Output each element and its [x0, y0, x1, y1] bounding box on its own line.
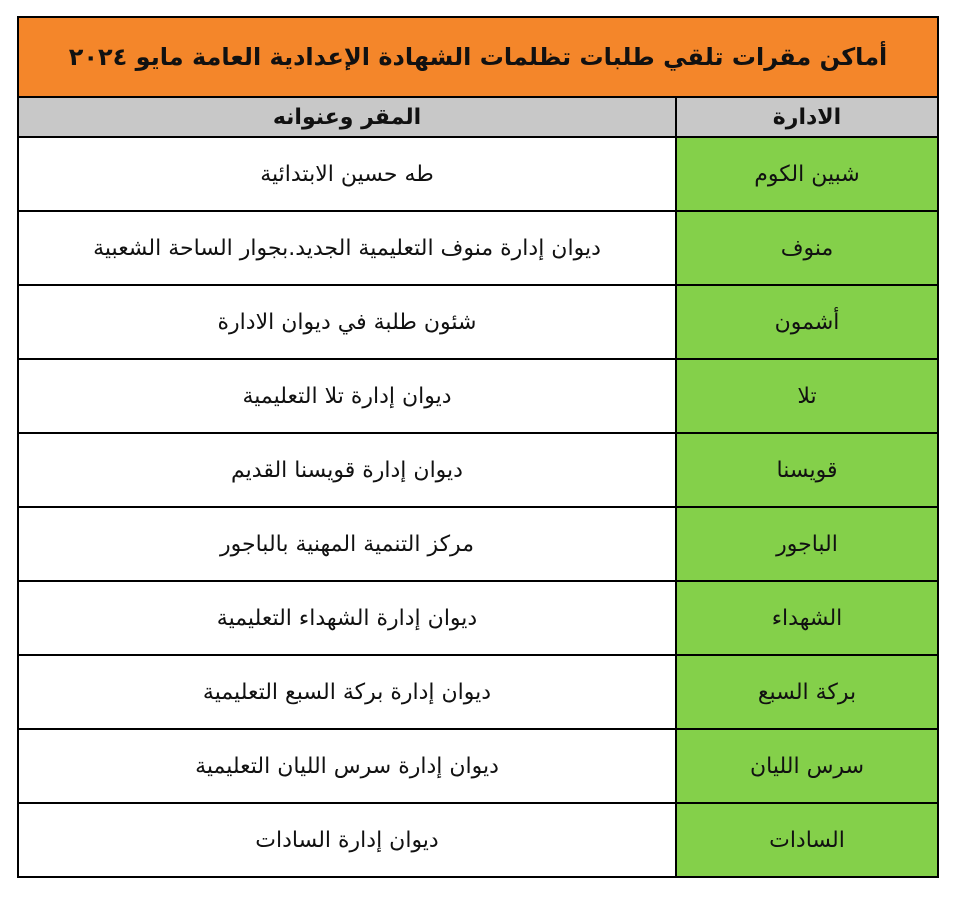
department-cell: السادات [676, 803, 938, 877]
table-row [18, 581, 938, 655]
location-column-header: المقر وعنوانه [18, 97, 676, 137]
table-row [18, 655, 938, 729]
location-cell: ديوان إدارة منوف التعليمية الجديد.بجوار الساحة الشعبية [18, 211, 676, 285]
location-cell: طه حسين الابتدائية [18, 137, 676, 211]
location-cell: ديوان إدارة السادات [18, 803, 676, 877]
table-row [18, 211, 938, 285]
table-row [18, 507, 938, 581]
location-cell: ديوان إدارة الشهداء التعليمية [18, 581, 676, 655]
location-cell: ديوان إدارة بركة السبع التعليمية [18, 655, 676, 729]
department-cell: سرس الليان [676, 729, 938, 803]
department-cell: قويسنا [676, 433, 938, 507]
title-row [18, 17, 938, 97]
table-row [18, 433, 938, 507]
department-cell: شبين الكوم [676, 137, 938, 211]
table-row [18, 285, 938, 359]
department-column-header: الادارة [676, 97, 938, 137]
table-row [18, 803, 938, 877]
location-cell: ديوان إدارة تلا التعليمية [18, 359, 676, 433]
location-cell: ديوان إدارة قويسنا القديم [18, 433, 676, 507]
department-cell: الشهداء [676, 581, 938, 655]
header-row [18, 97, 938, 137]
department-cell: الباجور [676, 507, 938, 581]
table-row [18, 359, 938, 433]
locations-table [17, 16, 939, 878]
table-title: أماكن مقرات تلقي طلبات تظلمات الشهادة الإعدادية العامة مايو ٢٠٢٤ [18, 17, 938, 97]
table-row [18, 729, 938, 803]
location-cell: شئون طلبة في ديوان الادارة [18, 285, 676, 359]
location-cell: مركز التنمية المهنية بالباجور [18, 507, 676, 581]
department-cell: أشمون [676, 285, 938, 359]
department-cell: تلا [676, 359, 938, 433]
table-row [18, 137, 938, 211]
department-cell: منوف [676, 211, 938, 285]
location-cell: ديوان إدارة سرس الليان التعليمية [18, 729, 676, 803]
department-cell: بركة السبع [676, 655, 938, 729]
